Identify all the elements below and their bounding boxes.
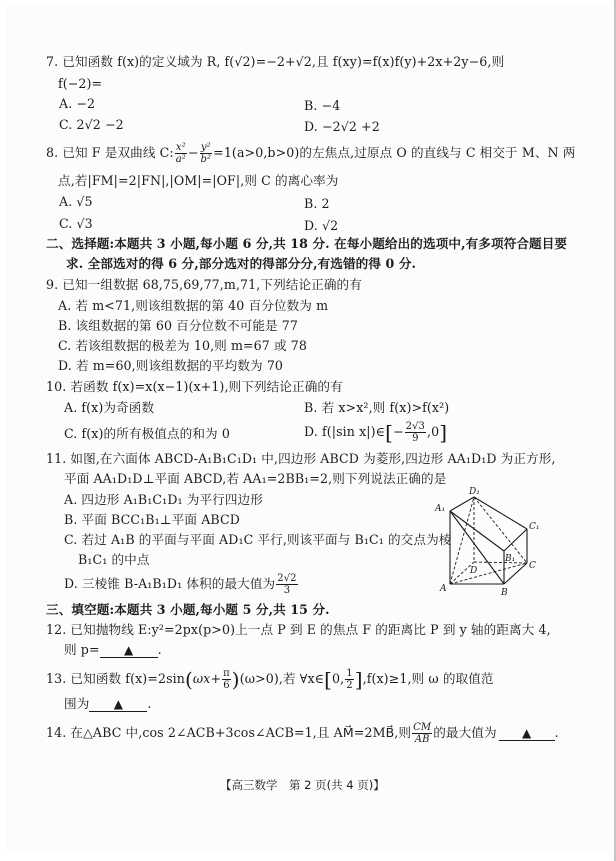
q14-answer-blank[interactable]: ▲ bbox=[499, 726, 555, 741]
q13-stem-line2: 围为 ▲ . bbox=[64, 696, 152, 711]
section3-heading: 三、填空题:本题共 3 小题,每小题 5 分,共 15 分. bbox=[46, 602, 330, 617]
q9-option-c: C. 若该组数据的极差为 10,则 m=67 或 78 bbox=[58, 338, 308, 353]
q8-stem-suffix: =1(a>0,b>0)的左焦点,过原点 O 的直线与 C 相交于 M、N 两 bbox=[213, 145, 576, 160]
q8-option-d: D. √2 bbox=[304, 218, 339, 233]
q8-stem-line1: 8. 已知 F 是双曲线 C: $\frac{\text{x²}}{\text{a²}}$ − $\frac{\text{y²}}{\text{b²}}$ =1(a>0,b>0)的左焦点,过原点 O 的直线与 C 相交于 M、N 两 bbox=[46, 142, 576, 165]
q8-option-b: B. 2 bbox=[304, 196, 330, 211]
q11-stem-line1: 11. 如图,在六面体 ABCD-A₁B₁C₁D₁ 中,四边形 ABCD 为菱形,四边形 AA₁D₁D 为正方形, bbox=[46, 451, 556, 466]
q10-d-fraction: $\frac{2√3}{9}$ bbox=[405, 421, 426, 444]
q11-d-fraction: $\frac{2√2}{3}$ bbox=[277, 573, 297, 596]
section2-heading-line1: 二、选择题:本题共 3 小题,每小题 6 分,共 18 分. 在每小题给出的选项中,有多项符合题目要 bbox=[46, 236, 568, 251]
q7-stem-line1: 7. 已知函数 f(x)的定义域为 R, f(√2)=−2+√2,且 f(xy)=f(x)f(y)+2x+2y−6,则 bbox=[46, 54, 505, 69]
q14-stem: 14. 在△ABC 中,cos 2∠ACB+3cos∠ACB=1,且 AM⃗=2MB⃗,则 $\frac{CM}{AB}$ 的最大值为 ▲ . bbox=[46, 722, 559, 745]
q8-option-c: C. √3 bbox=[59, 216, 93, 231]
q8-fraction-y2-b2: $\frac{\text{y²}}{\text{b²}}$ bbox=[200, 142, 212, 165]
q13-one-half: $\frac{1}{2}$ bbox=[346, 668, 353, 691]
q7-option-c: C. 2√2 −2 bbox=[59, 117, 124, 132]
section2-heading-line2: 求. 全部选对的得 6 分,部分选对的得部分分,有选错的得 0 分. bbox=[66, 256, 417, 271]
q8-stem-prefix: 8. 已知 F 是双曲线 C: bbox=[46, 145, 174, 160]
q7-option-a: A. −2 bbox=[59, 96, 96, 111]
q13-answer-blank[interactable]: ▲ bbox=[89, 697, 147, 712]
label-c1: C₁ bbox=[529, 522, 540, 532]
q11-stem-line2: 平面 AA₁D₁D⊥平面 ABCD,若 AA₁=2BB₁=2,则下列说法正确的是 bbox=[64, 471, 447, 486]
q10-option-b: B. 若 x>x²,则 f(x)>f(x²) bbox=[304, 400, 450, 415]
q11-hexahedron-diagram bbox=[425, 483, 575, 598]
page-footer: 【高三数学 第 2 页(共 4 页)】 bbox=[220, 778, 385, 792]
q12-stem-line2: 则 p= ▲ . bbox=[64, 642, 162, 657]
q10-option-c: C. f(x)的所有极值点的和为 0 bbox=[64, 426, 230, 441]
q9-option-a: A. 若 m<71,则该组数据的第 40 百分位数为 m bbox=[58, 298, 329, 313]
q10-option-a: A. f(x)为奇函数 bbox=[64, 400, 155, 415]
label-b: B bbox=[501, 588, 508, 598]
q8-option-a: A. √5 bbox=[59, 194, 93, 209]
q12-answer-blank[interactable]: ▲ bbox=[100, 643, 158, 658]
q11-option-c-line2: B₁C₁ 的中点 bbox=[78, 552, 150, 567]
q9-option-d: D. 若 m=60,则该组数据的平均数为 70 bbox=[58, 358, 284, 373]
q8-fraction-x2-a2: $\frac{\text{x²}}{\text{a²}}$ bbox=[175, 142, 186, 165]
q9-option-b: B. 该组数据的第 60 百分位数不可能是 77 bbox=[58, 318, 299, 333]
q9-stem: 9. 已知一组数据 68,75,69,77,m,71,下列结论正确的有 bbox=[46, 277, 362, 292]
q7-stem-line2: f(−2)= bbox=[58, 76, 103, 91]
q11-option-a: A. 四边形 A₁B₁C₁D₁ 为平行四边形 bbox=[64, 492, 263, 507]
label-c: C bbox=[529, 561, 536, 571]
label-b1: B₁ bbox=[505, 554, 516, 564]
label-a1: A₁ bbox=[435, 504, 446, 514]
q10-stem: 10. 若函数 f(x)=x(x−1)(x+1),则下列结论正确的有 bbox=[46, 379, 343, 394]
q12-stem-line1: 12. 已知抛物线 E:y²=2px(p>0)上一点 P 到 E 的焦点 F 的距离比 P 到 y 轴的距离大 4, bbox=[46, 622, 551, 637]
q7-option-b: B. −4 bbox=[304, 98, 341, 113]
q11-option-d: D. 三棱锥 B-A₁B₁D₁ 体积的最大值为 $\frac{2√2}{3}$ bbox=[64, 573, 297, 596]
q13-pi-over-6: $\frac{\pi}{6}$ bbox=[223, 668, 230, 691]
label-a: A bbox=[440, 584, 447, 594]
q8-stem-line2: 点,若|FM|=2|FN|,|OM|=|OF|,则 C 的离心率为 bbox=[58, 173, 339, 188]
q13-stem-line1: 13. 已知函数 f(x)=2sin(ωx+ $\frac{\pi}{6}$ )(ω>0),若 ∀x∈[0, $\frac{1}{2}$ ],f(x)≥1,则 ω 的取值范 bbox=[46, 667, 494, 692]
q14-cm-over-ab: $\frac{CM}{AB}$ bbox=[413, 722, 432, 745]
q11-option-c-line1: C. 若过 A₁B 的平面与平面 AD₁C 平行,则该平面与 B₁C₁ 的交点为棱 bbox=[64, 532, 452, 547]
q7-option-d: D. −2√2 +2 bbox=[304, 119, 380, 134]
q11-option-b: B. 平面 BCC₁B₁⊥平面 ABCD bbox=[64, 512, 240, 527]
label-d1: D₁ bbox=[469, 487, 480, 497]
label-d: D bbox=[470, 566, 478, 576]
q10-option-d: D. f(|sin x|)∈[− $\frac{2√3}{9}$ ,0] bbox=[304, 420, 448, 445]
